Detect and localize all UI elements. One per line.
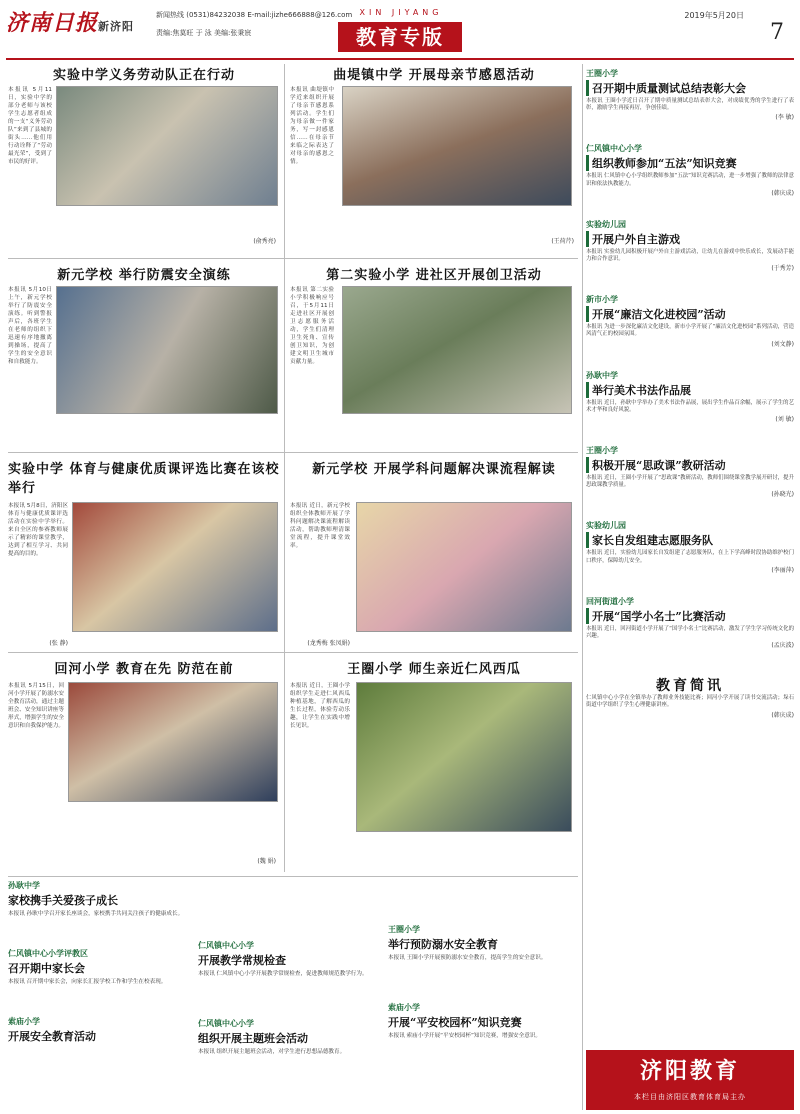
article-body: 本报讯 近日，王圈小学组织学生走进仁风西瓜种植基地，了解西瓜的生长过程，体验劳动乐趣，让学生在实践中增长见识。	[290, 683, 350, 729]
item-author: (孙晓光)	[771, 491, 794, 499]
bottom-column-2	[198, 880, 384, 1056]
school-tag: 王圈小学	[388, 925, 420, 934]
item-title: 组织开展主题班会活动	[198, 1032, 308, 1045]
item-body: 本报讯 召开期中家长会，向家长汇报学校工作和学生在校表现。	[8, 979, 167, 985]
article-8	[290, 658, 578, 872]
item-body: 本报讯 仁风镇中心小学开展教学常规检查，促进教师规范教学行为。	[198, 971, 368, 977]
item-title: 开展“廉洁文化进校园”活动	[586, 306, 794, 322]
item-title: 家校携手关爱孩子成长	[8, 894, 118, 907]
article-body: 本报讯 第二实验小学积极响应号召，于5月11日走进社区开展创卫志愿服务活动，学生们清理卫生死角、宣传创卫知识，为创建文明卫生城市贡献力量。	[290, 287, 334, 365]
article-photo	[72, 502, 278, 632]
item-author: (刘 敏)	[775, 416, 794, 424]
article-photo	[56, 86, 278, 206]
bottom-column-3	[388, 880, 578, 1040]
item-title: 举行预防溺水安全教育	[388, 938, 498, 951]
school-tag: 实验幼儿园	[586, 521, 626, 531]
article-body: 本报讯 5月8日，济阳区体育与健康优质课评选活动在实验中学举行。来自全区的参赛教师展示了精彩的课堂教学，达到了相互学习、共同提高的目的。	[8, 503, 68, 557]
item-author: (韩庆成)	[771, 189, 794, 197]
article-body: 本报讯 5月10日上午，新元学校举行了防震安全演练。听到警报声后，各班学生在老师的组织下迅速有序地撤离到操场，提高了学生的安全意识和自救能力。	[8, 287, 52, 365]
brief-body: 仁风镇中心小学在全镇举办了教师业务技能比赛；回河小学开展了读书交流活动；垛石街道中学组织了学生心理健康讲座。	[586, 695, 794, 709]
item-body: 本报讯 近日，孙耿中学举办了美术书法作品展，展出学生作品百余幅，展示了学生的艺术才华和良好风貌。	[586, 399, 794, 413]
item-author: (刘文静)	[771, 340, 794, 348]
school-tag: 仁风镇中心小学评教区	[8, 949, 88, 958]
sidebar-item	[586, 219, 794, 272]
item-title: 积极开展“思政课”教研活动	[586, 457, 794, 473]
item-title: 开展“国学小名士”比赛活动	[586, 608, 794, 624]
masthead	[6, 6, 794, 58]
article-title: 回河小学 教育在先 防范在前	[54, 662, 234, 677]
article-body: 本报讯 曲堤镇中学近来组织开展了母亲节感恩系列活动。学生们为母亲做一件家务，写一封感恩信……在母亲节来临之际表达了对母亲的感恩之情。	[290, 87, 334, 165]
school-tag: 仁风镇中心小学	[586, 144, 642, 154]
editors-line: 责编:焦莫旺 于 泳 美编:张秉宸	[156, 29, 252, 37]
page-number: 7	[770, 20, 784, 45]
article-photo	[356, 502, 572, 632]
article-title: 第二实验小学 进社区开展创卫活动	[326, 268, 542, 283]
item-body: 本报讯 王圈小学开展预防溺水安全教育，提高学生的安全意识。	[388, 955, 547, 961]
item-title: 开展教学常规检查	[198, 954, 286, 967]
item-body: 本报讯 组织开展主题班会活动，对学生进行思想品德教育。	[198, 1049, 346, 1055]
school-tag: 王圈小学	[586, 69, 618, 78]
sidebar-item	[586, 370, 794, 423]
school-tag: 孙耿中学	[8, 881, 40, 890]
item-title: 召开期中质量测试总结表彰大会	[586, 80, 794, 96]
article-photo	[68, 682, 278, 802]
divider	[8, 452, 578, 453]
school-tag: 新市小学	[586, 295, 618, 305]
article-body: 本报讯 5月15日，回河小学开展了防溺水安全教育活动，通过主题班会、安全知识讲座等形式，增强学生的安全意识和自我保护能力。	[8, 683, 64, 729]
item-author: (孟庆波)	[771, 642, 794, 650]
item-author: (李丽萍)	[771, 566, 794, 574]
item-title: 开展户外自主游戏	[586, 231, 794, 247]
masthead-rule	[6, 58, 794, 60]
item-title: 召开期中家长会	[8, 962, 85, 975]
brand-title: 济阳教育	[639, 1058, 740, 1084]
school-tag: 回河街道小学	[586, 596, 634, 606]
item-title: 开展安全教育活动	[8, 1030, 96, 1043]
article-author: (俞秀亮)	[253, 238, 276, 245]
sidebar-item	[586, 520, 794, 573]
item-body: 本报讯 仁风镇中心小学组织教师参加“五法”知识竞赛活动，进一步增强了教师的法律意识和依法执教能力。	[586, 173, 794, 187]
article-photo	[56, 286, 278, 414]
brand-subtitle: 本栏目由济阳区教育体育局主办	[634, 1093, 746, 1101]
item-author: (于秀芳)	[771, 265, 794, 273]
sidebar-item	[586, 294, 794, 347]
article-author: (王荷芹)	[551, 238, 574, 245]
article-title: 实验中学 体育与健康优质课评选比赛在该校举行	[8, 462, 280, 496]
sidebar-item	[586, 596, 794, 649]
section-pinyin: XIN JIYANG	[359, 8, 443, 17]
article-title: 实验中学义务劳动队正在行动	[52, 68, 235, 83]
article-author: (张 静)	[49, 640, 68, 647]
item-body: 本报讯 近日，实验幼儿园家长自发组建了志愿服务队，在上下学高峰时段协助维护校门口秩序，保障幼儿安全。	[586, 550, 794, 564]
school-tag: 实验幼儿园	[586, 219, 626, 229]
article-body: 本报讯 近日，新元学校组织全体教师开展了学科问题解决课流程解读活动，帮助教师理清课堂流程，提升课堂效率。	[290, 503, 350, 549]
item-title: 举行美术书法作品展	[586, 382, 794, 398]
article-5	[8, 458, 280, 648]
item-body: 本报讯 近日，回河街道小学开展了“国学小名士”比赛活动，激发了学生学习传统文化的兴趣。	[586, 625, 794, 640]
column-divider	[284, 64, 285, 872]
brief-section	[586, 675, 794, 718]
school-tag: 王圈小学	[586, 446, 618, 456]
column-brand-banner	[586, 1050, 794, 1110]
item-body: 本报讯 孙耿中学召开家长座谈会，家校携手共同关注孩子的健康成长。	[8, 911, 184, 917]
brief-author: (韩庆成)	[771, 711, 794, 719]
article-7	[8, 658, 280, 872]
item-title: 家长自发组建志愿服务队	[586, 532, 794, 548]
item-author: (李 敏)	[775, 114, 794, 122]
item-body: 本报讯 为进一步深化廉洁文化建设，新市小学开展了“廉洁文化进校园”系列活动，营造风清气正的校园氛围。	[586, 324, 794, 338]
divider	[8, 258, 578, 259]
article-2	[290, 64, 578, 254]
article-1	[8, 64, 280, 254]
school-tag: 仁风镇中心小学	[198, 1019, 254, 1028]
issue-date: 2019年5月20日	[684, 11, 744, 20]
item-title: 组织教师参加“五法”知识竞赛	[586, 155, 794, 171]
article-title: 曲堤镇中学 开展母亲节感恩活动	[333, 68, 535, 83]
article-photo	[342, 286, 572, 414]
item-body: 本报讯 实验幼儿园积极开展户外自主游戏活动，让幼儿在游戏中快乐成长，发展动手能力和合作意识。	[586, 248, 794, 263]
item-title: 开展“平安校园杯”知识竞赛	[388, 1016, 522, 1029]
article-title: 新元学校 开展学科问题解决课流程解读	[312, 462, 556, 477]
school-tag: 仁风镇中心小学	[198, 941, 254, 950]
news-hotline: 新闻热线 (0531)84232038 E-mail:jizhe666888@126.com	[156, 11, 353, 19]
item-body: 本报讯 近日，王圈小学开展了“思政课”教研活动，教师们围绕课堂教学展开研讨，提升思政课教学质量。	[586, 475, 794, 489]
sidebar-item	[586, 143, 794, 196]
sidebar-item	[586, 445, 794, 498]
article-4	[290, 264, 578, 444]
article-author: (龙秀梅 张凤娟)	[307, 640, 350, 647]
item-body: 本报讯 索庙小学开展“平安校园杯”知识竞赛，增强安全意识。	[388, 1033, 542, 1039]
school-tag: 索庙小学	[8, 1017, 40, 1026]
newspaper-logo: 济南日报新济阳	[6, 10, 135, 36]
article-title: 新元学校 举行防震安全演练	[57, 268, 231, 283]
divider	[8, 652, 578, 653]
sidebar-item	[586, 68, 794, 121]
article-author: (魏 娟)	[257, 858, 276, 865]
bottom-column-1	[8, 880, 194, 1046]
column-divider	[582, 64, 583, 1110]
article-title: 王圈小学 师生亲近仁风西瓜	[347, 662, 521, 677]
article-photo	[356, 682, 572, 832]
brief-heading: 教育简讯	[656, 678, 724, 695]
divider	[8, 876, 578, 877]
article-3	[8, 264, 280, 444]
sidebar-news	[586, 64, 794, 719]
school-tag: 孙耿中学	[586, 370, 618, 380]
school-tag: 索庙小学	[388, 1003, 420, 1012]
article-photo	[342, 86, 572, 206]
article-body: 本报讯 5月11日，实验中学的部分老师与该校学生志愿者组成的一支“义务劳动队”来到了县城的街头……他们用行动诠释了“劳动最光荣”，受到了市民的好评。	[8, 87, 52, 165]
section-title: 教育专版	[338, 22, 462, 52]
item-body: 本报讯 王圈小学近日召开了期中质量测试总结表彰大会，对成绩优秀的学生进行了表彰，激励学生再接再厉，争创佳绩。	[586, 98, 794, 112]
article-6	[290, 458, 578, 648]
